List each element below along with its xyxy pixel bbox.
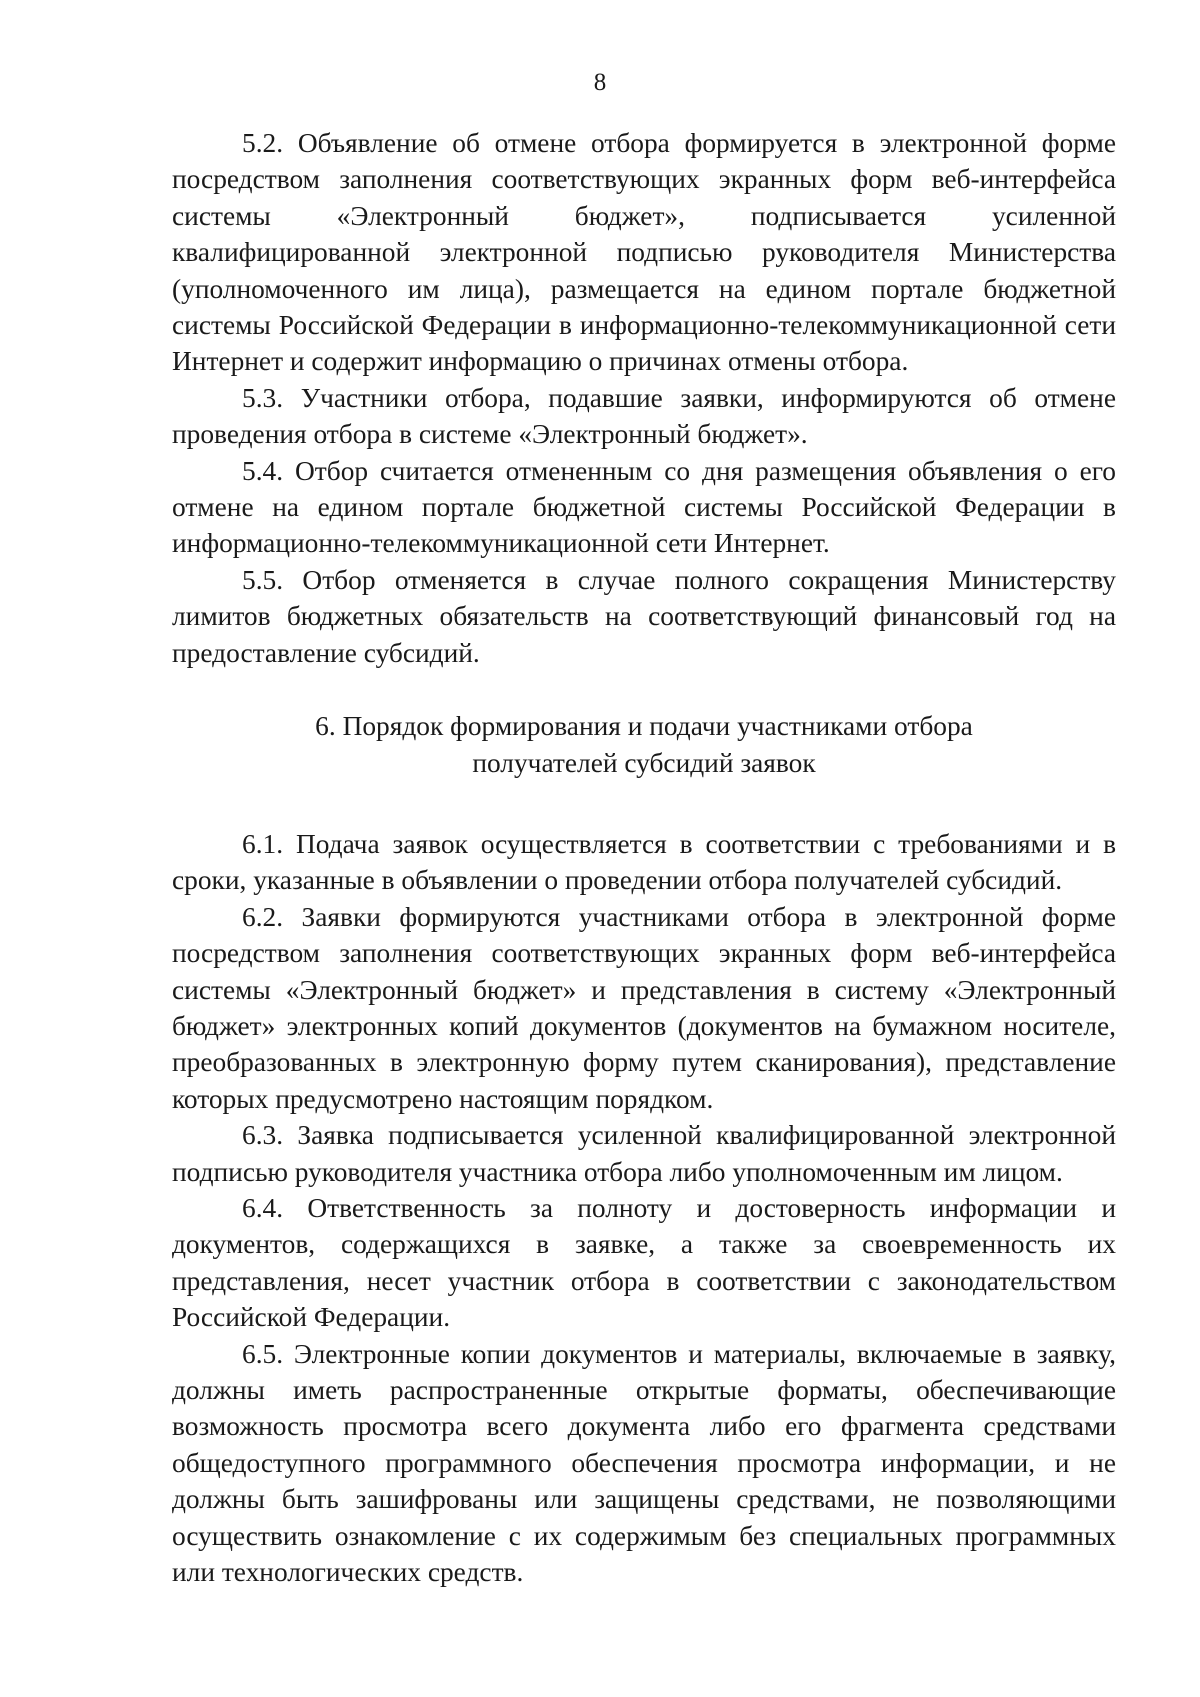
page-number: 8 [593, 69, 607, 96]
paragraph-6-5: 6.5. Электронные копии документов и материалы, включаемые в заявку, должны иметь распространенные открытые форматы, обеспечивающие возможность просмотра всего документа либо его фрагмента средствами общедоступного программного обеспечения просмотра информации, и не должны быть зашифрованы или защищены средствами, не позволяющими осуществить ознакомление с их содержимым без специальных программных или технологических средств. [172, 1338, 1116, 1588]
section-6-heading-line-1: 6. Порядок формирования и подачи участниками отбора [315, 711, 973, 742]
section-6-heading-line-2: получателей субсидий заявок [472, 747, 816, 778]
paragraph-6-3: 6.3. Заявка подписывается усиленной квалифицированной электронной подписью руководителя участника отбора либо уполномоченным им лицом. [172, 1120, 1116, 1187]
paragraph-6-4: 6.4. Ответственность за полноту и достоверность информации и документов, содержащихся в заявке, а также за своевременность их представления, несет участник отбора в соответствии с законодательством Российской Федерации. [172, 1192, 1116, 1333]
paragraph-6-1: 6.1. Подача заявок осуществляется в соответствии с требованиями и в сроки, указанные в объявлении о проведении отбора получателей субсидий. [172, 828, 1116, 896]
document-body [172, 125, 1116, 1590]
paragraph-5-2: 5.2. Объявление об отмене отбора формируется в электронной форме посредством заполнения соответствующих экранных форм веб-интерфейса системы «Электронный бюджет», подписывается усиленной квалифицированной электронной подписью руководителя Министерства (уполномоченного им лица), размещается на едином портале бюджетной системы Российской Федерации в информационно-телекоммуникационной сети Интернет и содержит информацию о причинах отмены отбора. [172, 128, 1116, 377]
paragraph-5-5: 5.5. Отбор отменяется в случае полного сокращения Министерству лимитов бюджетных обязательств на соответствующий финансовый год на предоставление субсидий. [172, 564, 1116, 668]
section-6-heading [172, 708, 1116, 781]
paragraph-5-4: 5.4. Отбор считается отмененным со дня размещения объявления о его отмене на едином портале бюджетной системы Российской Федерации в информационно-телекоммуникационной сети Интернет. [172, 455, 1116, 559]
paragraph-6-2: 6.2. Заявки формируются участниками отбора в электронной форме посредством заполнения соответствующих экранных форм веб-интерфейса системы «Электронный бюджет» и представления в систему «Электронный бюджет» электронных копий документов (документов на бумажном носителе, преобразованных в электронную форму путем сканирования), представление которых предусмотрено настоящим порядком. [172, 901, 1116, 1114]
paragraph-5-3: 5.3. Участники отбора, подавшие заявки, информируются об отмене проведения отбора в системе «Электронный бюджет». [172, 382, 1116, 450]
